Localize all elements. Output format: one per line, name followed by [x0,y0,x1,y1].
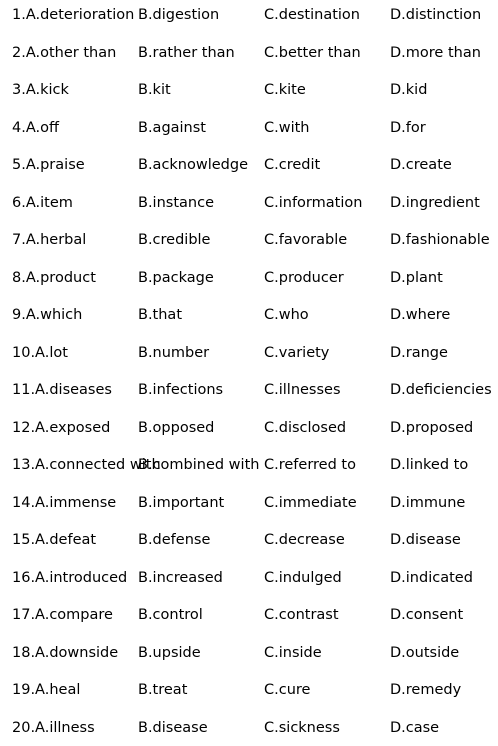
option-d: D.outside [390,644,460,661]
option-a: 12.A.exposed [12,419,111,436]
option-d: D.ingredient [390,194,480,211]
option-a: 3.A.kick [12,82,69,98]
option-a: 2.A.other than [12,44,117,61]
option-a: 7.A.herbal [12,232,87,248]
option-c: C.inside [264,644,322,661]
option-c: C.disclosed [264,419,347,436]
option-c: C.indulged [264,569,342,586]
option-c: C.variety [264,344,330,361]
option-d: D.for [390,119,426,136]
option-d: D.more than [390,44,481,61]
option-a: 4.A.off [12,119,59,136]
question-row [0,229,498,251]
option-c: C.with [264,119,310,136]
option-d: D.indicated [390,569,473,586]
option-d: D.distinction [390,7,482,23]
option-a: 18.A.downside [12,644,119,661]
option-c: C.favorable [264,232,348,248]
option-d: D.linked to [390,457,469,473]
option-a: 16.A.introduced [12,569,128,586]
question-row [0,679,498,701]
option-b: B.disease [138,719,208,736]
option-c: C.contrast [264,607,339,623]
option-b: B.control [138,607,203,623]
question-row [0,379,498,401]
question-row [0,192,498,214]
option-b: B.increased [138,569,223,586]
option-d: D.remedy [390,682,462,698]
option-a: 8.A.product [12,269,96,286]
option-d: D.consent [390,607,464,623]
question-row [0,567,498,589]
question-row [0,79,498,101]
option-d: D.create [390,157,452,173]
option-b: B.against [138,119,206,136]
option-b: B.package [138,269,214,286]
question-row [0,717,498,739]
option-b: B.upside [138,644,201,661]
option-d: D.where [390,307,451,323]
option-c: C.cure [264,682,311,698]
option-c: C.sickness [264,719,340,736]
option-b: B.digestion [138,7,220,23]
question-row [0,304,498,326]
option-a: 1.A.deterioration [12,7,135,23]
option-d: D.disease [390,532,461,548]
option-b: B.that [138,307,183,323]
option-d: D.deficiencies [390,382,492,398]
option-c: C.immediate [264,494,357,511]
question-row [0,604,498,626]
option-b: B.opposed [138,419,215,436]
option-b: B.important [138,494,225,511]
question-row [0,4,498,26]
option-d: D.plant [390,269,443,286]
option-a: 19.A.heal [12,682,81,698]
option-c: C.kite [264,82,306,98]
option-b: B.infections [138,382,224,398]
option-b: B.rather than [138,44,235,61]
question-row [0,154,498,176]
option-a: 15.A.defeat [12,532,97,548]
option-a: 6.A.item [12,194,73,211]
option-d: D.fashionable [390,232,490,248]
option-a: 20.A.illness [12,719,95,736]
option-a: 5.A.praise [12,157,85,173]
option-c: C.referred to [264,457,356,473]
question-row [0,42,498,64]
option-b: B.combined with [138,457,260,473]
option-b: B.kit [138,82,171,98]
option-a: 9.A.which [12,307,83,323]
option-d: D.proposed [390,419,474,436]
option-c: C.better than [264,44,361,61]
option-c: C.credit [264,157,321,173]
option-b: B.treat [138,682,188,698]
option-a: 13.A.connected with [12,457,161,473]
option-c: C.who [264,307,309,323]
question-row [0,529,498,551]
option-b: B.defense [138,532,211,548]
option-c: C.producer [264,269,344,286]
question-row [0,492,498,514]
question-row [0,642,498,664]
option-d: D.immune [390,494,466,511]
option-c: C.information [264,194,363,211]
option-b: B.instance [138,194,214,211]
option-d: D.kid [390,82,428,98]
question-row [0,267,498,289]
option-c: C.illnesses [264,382,341,398]
option-a: 14.A.immense [12,494,117,511]
option-a: 10.A.lot [12,344,68,361]
option-d: D.case [390,719,440,736]
option-b: B.credible [138,232,211,248]
option-a: 11.A.diseases [12,382,112,398]
question-row [0,117,498,139]
question-row [0,454,498,476]
option-b: B.acknowledge [138,157,249,173]
question-row [0,342,498,364]
option-c: C.decrease [264,532,345,548]
question-row [0,417,498,439]
option-a: 17.A.compare [12,607,113,623]
option-c: C.destination [264,7,360,23]
option-d: D.range [390,344,448,361]
option-b: B.number [138,344,210,361]
